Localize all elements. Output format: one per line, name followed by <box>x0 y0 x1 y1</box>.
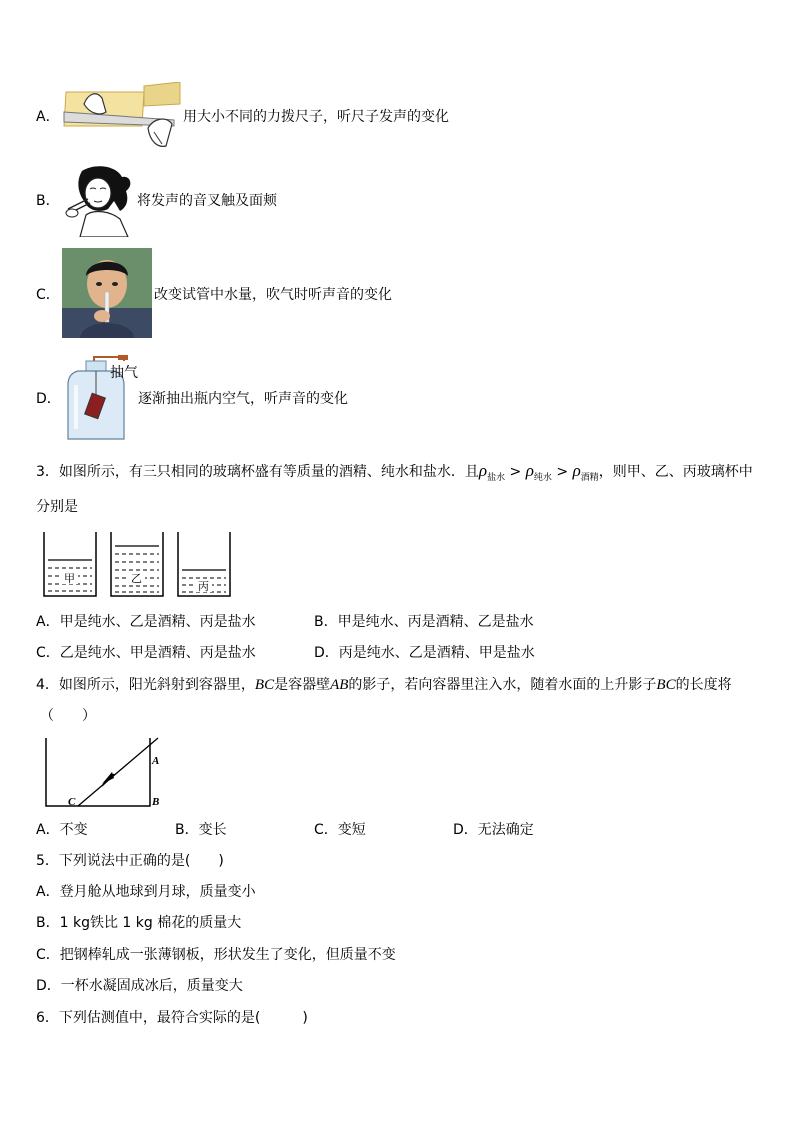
var-bc: BC <box>656 677 676 693</box>
rho-symbol: ρ <box>525 461 534 480</box>
rho-sub-alcohol: 酒精 <box>580 473 599 483</box>
q6-stem: 6．下列估测值中，最符合实际的是( ) <box>36 1010 308 1026</box>
q4-option-b: B．变长 <box>175 822 227 838</box>
q3-stem <box>36 458 753 491</box>
var-ab: AB <box>330 677 349 693</box>
q3-stem-line2: 分别是 <box>36 499 78 515</box>
light-arrow-icon <box>102 772 114 784</box>
q4-option-c: C．变短 <box>314 822 366 838</box>
q2-option-a-letter: A． <box>36 109 60 125</box>
q4-stem-b: 是容器壁 <box>274 677 331 693</box>
q4-stem-c: 的影子，若向容器里注入水，随着水面的上升影子 <box>348 677 657 693</box>
rho-symbol: ρ <box>572 461 581 480</box>
container-shadow-diagram <box>40 736 170 810</box>
label-b: B <box>152 796 160 808</box>
q2-option-d-letter: D． <box>36 391 61 407</box>
q3-option-a: A．甲是纯水、乙是酒精、丙是盐水 <box>36 614 256 630</box>
q2-option-a-text: 用大小不同的力拨尺子，听尺子发声的变化 <box>183 109 449 125</box>
rho-symbol: ρ <box>478 461 488 480</box>
q5-option-b: B．1 kg铁比 1 kg 棉花的质量大 <box>36 915 242 931</box>
q5-stem: 5．下列说法中正确的是( ) <box>36 853 224 869</box>
q5-option-d: D．一杯水凝固成冰后，质量变大 <box>36 978 243 994</box>
cup-label-yi: 乙 <box>131 572 142 585</box>
q3-option-c: C．乙是纯水、甲是酒精、丙是盐水 <box>36 645 256 661</box>
rho-sub-saltwater: 盐水 <box>487 473 506 483</box>
q2-option-c-letter: C． <box>36 287 60 303</box>
q2-option-b-text: 将发声的音叉触及面颊 <box>137 193 277 209</box>
gt-2: > <box>551 464 573 480</box>
q4-answer-paren: （ ） <box>40 708 96 724</box>
q4-option-d: D．无法确定 <box>453 822 534 838</box>
q2-option-b-letter: B． <box>36 193 60 209</box>
q5-option-a: A．登月舱从地球到月球，质量变小 <box>36 884 256 900</box>
q2-option-c-text: 改变试管中水量，吹气时听声音的变化 <box>154 287 392 303</box>
pump-label: 抽气 <box>110 365 138 381</box>
q3-option-d: D．丙是纯水、乙是酒精、甲是盐水 <box>314 645 535 661</box>
q4-stem-a: 4．如图所示，阳光斜射到容器里， <box>36 677 255 693</box>
cup-yi <box>111 532 163 596</box>
ruler-pluck-illustration <box>62 82 182 152</box>
cup-jia <box>44 532 96 596</box>
q4-stem-d: 的长度将 <box>675 677 732 693</box>
q5-option-c: C．把钢棒轧成一张薄钢板，形状发生了变化，但质量不变 <box>36 947 396 963</box>
boy-blowing-test-tube-photo <box>62 248 152 338</box>
var-bc: BC <box>254 677 275 693</box>
label-a: A <box>152 755 160 767</box>
label-c: C <box>68 796 76 808</box>
q3-stem-post: ，则甲、乙、丙玻璃杯中 <box>598 464 753 480</box>
q3-stem-pre: 3．如图所示，有三只相同的玻璃杯盛有等质量的酒精、纯水和盐水．且 <box>36 464 479 480</box>
q4-stem <box>36 675 732 695</box>
gt-1: > <box>505 464 526 480</box>
q3-option-b: B．甲是纯水、丙是酒精、乙是盐水 <box>314 614 534 630</box>
three-cups-diagram <box>40 530 240 600</box>
q2-option-d-text: 逐渐抽出瓶内空气，听声音的变化 <box>138 391 348 407</box>
cup-label-jia: 甲 <box>64 572 75 585</box>
tuning-fork-cheek-illustration <box>64 163 136 237</box>
rho-sub-purewater: 纯水 <box>533 473 552 483</box>
cup-label-bing: 丙 <box>198 580 209 593</box>
q4-option-a: A．不变 <box>36 822 88 838</box>
